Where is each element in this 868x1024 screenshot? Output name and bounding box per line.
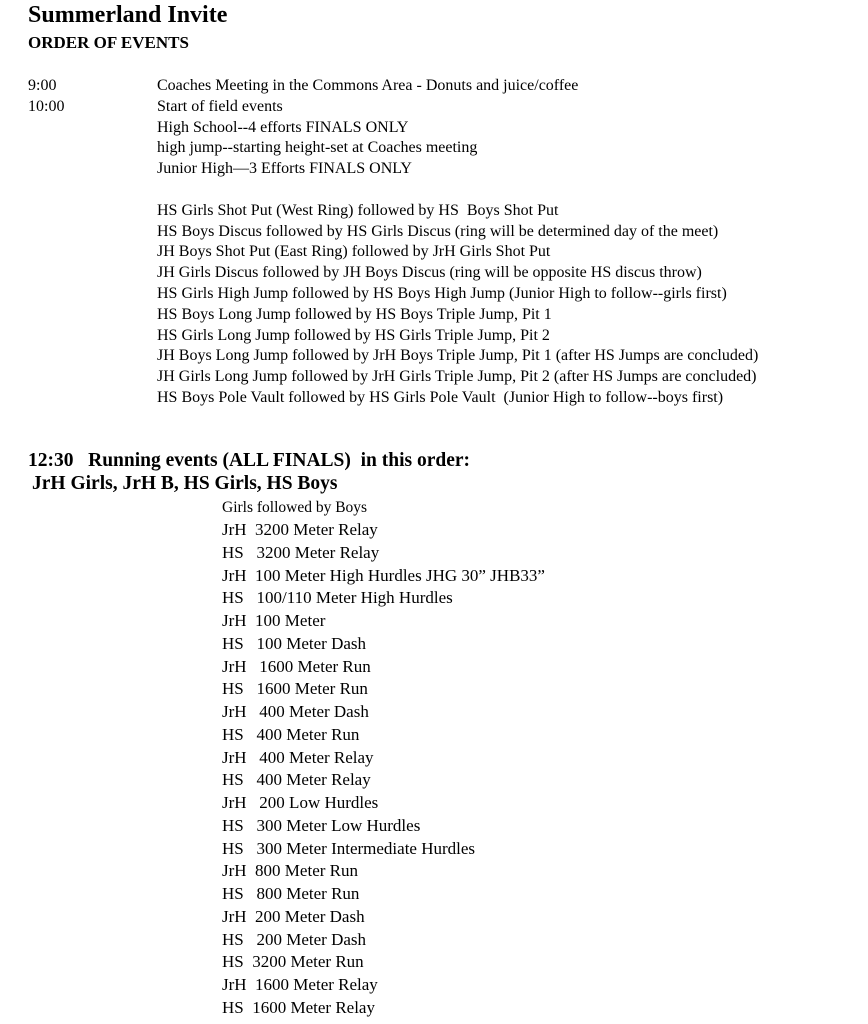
schedule-time [28, 118, 157, 139]
running-event-item: JrH 400 Meter Dash [222, 702, 369, 721]
running-event-item: JrH 200 Meter Dash [222, 906, 365, 926]
running-groups-order: JrH Girls, JrH B, HS Girls, HS Boys [32, 473, 338, 494]
running-event-item: HS 100/110 Meter High Hurdles [222, 588, 453, 608]
field-event-row [28, 346, 758, 367]
schedule-row [28, 97, 758, 118]
running-event-item: HS 300 Meter Intermediate Hurdles [222, 838, 476, 858]
running-event-item: HS 800 Meter Run [222, 884, 360, 903]
field-event-row [28, 263, 758, 284]
document-subtitle: ORDER OF EVENTS [28, 33, 189, 52]
field-event-row [28, 201, 758, 222]
schedule-time [28, 159, 157, 180]
running-event-item: JrH 100 Meter [222, 611, 326, 630]
field-event-item: HS Girls High Jump followed by HS Boys High Jump (Junior High to follow--girls first) [157, 284, 727, 302]
schedule-row [28, 76, 758, 97]
schedule-text: Coaches Meeting in the Commons Area - Donuts and juice/coffee [157, 77, 579, 94]
running-events-heading: 12:30 Running events (ALL FINALS) in this order: [28, 450, 471, 471]
running-note: Girls followed by Boys [222, 499, 368, 516]
field-event-item: HS Girls Shot Put (West Ring) followed by HS Boys Shot Put [157, 201, 559, 219]
schedule-text: High School--4 efforts FINALS ONLY [157, 118, 409, 136]
schedule-text: Junior High—3 Efforts FINALS ONLY [157, 160, 412, 178]
schedule-time: 9:00 [28, 77, 57, 94]
field-event-row [28, 222, 758, 243]
schedule-time: 10:00 [28, 97, 65, 115]
running-events-list [222, 519, 545, 1020]
running-event-item: JrH 800 Meter Run [222, 861, 358, 881]
running-event-item: JrH 1600 Meter Relay [222, 975, 378, 994]
running-event-item: JrH 400 Meter Relay [222, 747, 374, 767]
running-event-item: HS 200 Meter Dash [222, 929, 367, 949]
field-event-item: JH Boys Shot Put (East Ring) followed by JrH Girls Shot Put [157, 243, 551, 261]
field-event-item: JH Boys Long Jump followed by JrH Boys Triple Jump, Pit 1 (after HS Jumps are concluded) [157, 347, 759, 365]
running-event-item: HS 300 Meter Low Hurdles [222, 815, 421, 835]
schedule-row [28, 138, 758, 159]
schedule-text: high jump--starting height-set at Coaches meeting [157, 139, 478, 157]
schedule-row [28, 118, 758, 139]
field-event-row [28, 242, 758, 263]
field-event-row [28, 326, 758, 347]
running-event-item: HS 400 Meter Relay [222, 770, 371, 790]
running-event-item: HS 3200 Meter Relay [222, 542, 380, 562]
running-event-item: JrH 3200 Meter Relay [222, 520, 378, 539]
running-event-item: JrH 100 Meter High Hurdles JHG 30” JHB33” [222, 565, 545, 585]
running-event-item: HS 3200 Meter Run [222, 952, 364, 972]
running-event-item: HS 400 Meter Run [222, 724, 360, 744]
field-event-item: JH Girls Long Jump followed by JrH Girls Triple Jump, Pit 2 (after HS Jumps are concluded) [157, 368, 757, 386]
schedule-section [28, 76, 758, 409]
field-event-item: JH Girls Discus followed by JH Boys Discus (ring will be opposite HS discus throw) [157, 264, 702, 282]
field-event-item: HS Girls Long Jump followed by HS Girls Triple Jump, Pit 2 [157, 326, 550, 344]
running-event-item: JrH 200 Low Hurdles [222, 793, 379, 812]
document-title: Summerland Invite [28, 2, 228, 28]
field-event-row [28, 388, 758, 409]
field-event-item: HS Boys Pole Vault followed by HS Girls Pole Vault (Junior High to follow--boys first) [157, 388, 724, 406]
schedule-text: Start of field events [157, 97, 283, 115]
running-event-item: HS 100 Meter Dash [222, 633, 367, 653]
running-event-item: JrH 1600 Meter Run [222, 656, 371, 676]
running-event-item: HS 1600 Meter Run [222, 679, 368, 699]
schedule-row [28, 159, 758, 180]
field-event-item: HS Boys Long Jump followed by HS Boys Triple Jump, Pit 1 [157, 305, 552, 323]
field-event-row [28, 305, 758, 326]
schedule-time [28, 138, 157, 159]
field-event-row [28, 367, 758, 388]
running-event-item: HS 1600 Meter Relay [222, 997, 375, 1017]
field-events-list [28, 201, 758, 409]
field-event-row [28, 284, 758, 305]
field-event-item: HS Boys Discus followed by HS Girls Discus (ring will be determined day of the meet) [157, 222, 719, 240]
